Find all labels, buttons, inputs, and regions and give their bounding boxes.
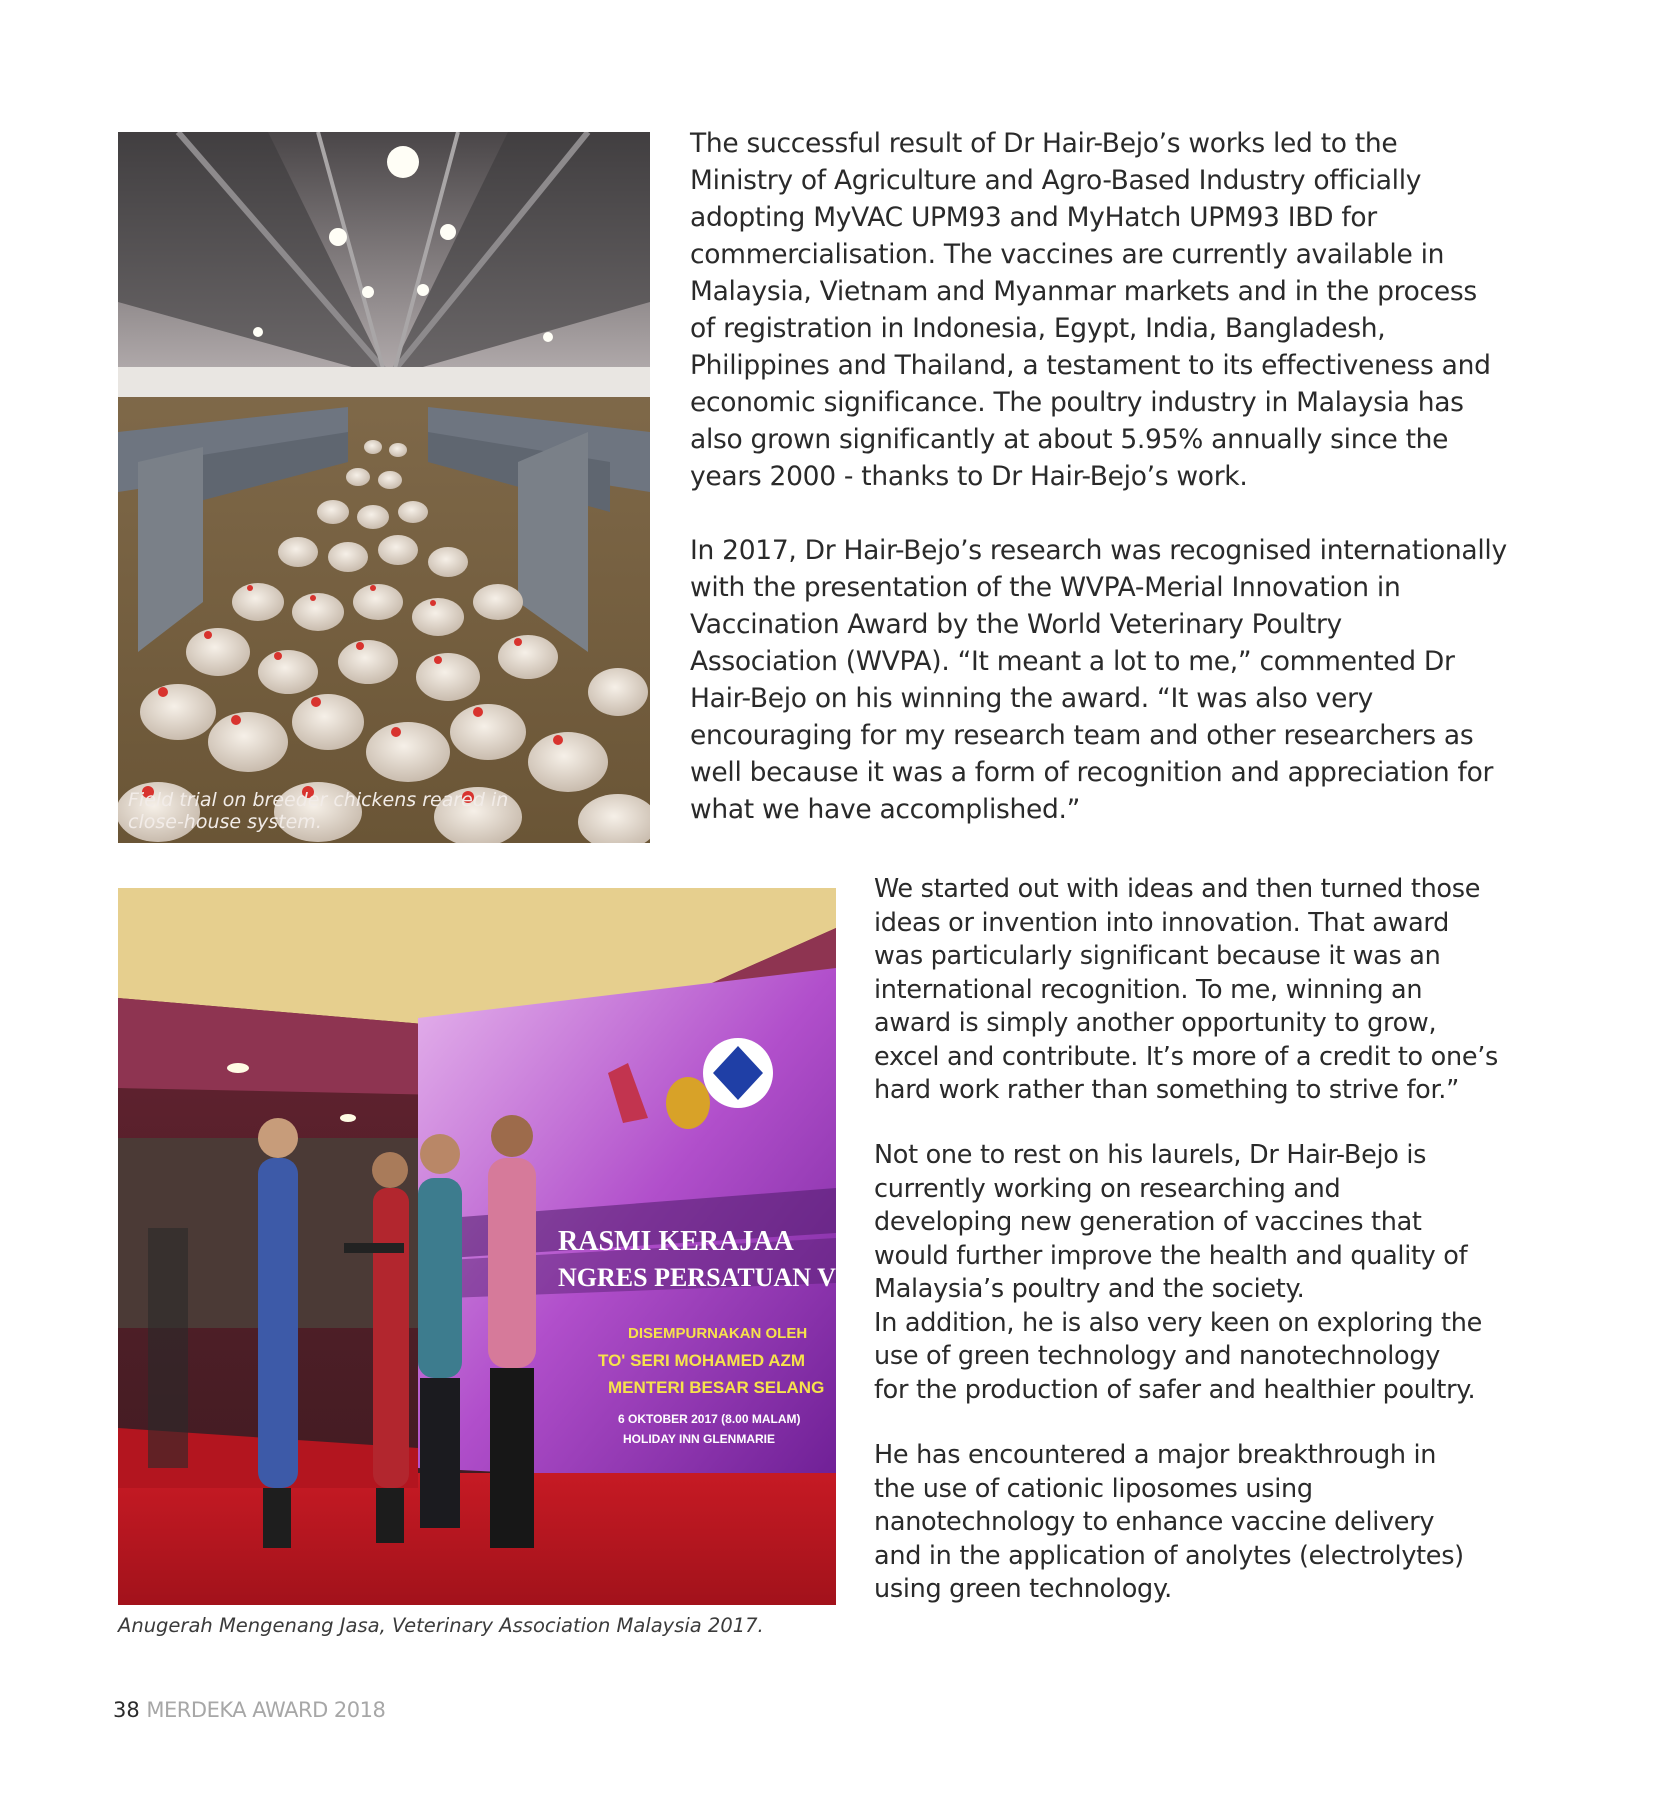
- backdrop-text-3: DISEMPURNAKAN OLEH: [628, 1325, 808, 1342]
- backdrop-text-4: TO' SERI MOHAMED AZM: [598, 1351, 806, 1370]
- award-ceremony-photo: [118, 888, 836, 1605]
- backdrop-text-6: 6 OKTOBER 2017 (8.00 MALAM): [618, 1412, 801, 1426]
- backdrop-text-7: HOLIDAY INN GLENMARIE: [623, 1432, 776, 1446]
- photo-caption: Field trial on breeder chickens reared in close-house system.: [128, 789, 509, 833]
- body-paragraph-2: In 2017, Dr Hair-Bejo’s research was recognised internationally with the presentation of the WVPA-Merial Innovation in Vaccination Award by the World Veterinary Poultry Association (WVPA). “It meant a lot to me,” commented Dr Hair-Bejo on his winning the award. “It was also very encouraging for my research team and other researchers as well because it was a form of recognition and appreciation for what we have accomplished.”: [690, 535, 1507, 825]
- body-paragraph-5: He has encountered a major breakthrough in the use of cationic liposomes using nanotechnology to enhance vaccine delivery and in the application of anolytes (electrolytes) using green technology.: [874, 1440, 1464, 1604]
- photo-caption: Anugerah Mengenang Jasa, Veterinary Association Malaysia 2017.: [118, 1614, 764, 1637]
- backdrop-text-2: NGRES PERSATUAN V: [558, 1263, 836, 1292]
- poultry-house-illustration: [118, 132, 650, 843]
- backdrop-text-1: RASMI KERAJAA: [558, 1226, 794, 1257]
- backdrop-text-5: MENTERI BESAR SELANG: [608, 1378, 825, 1397]
- body-paragraph-3: We started out with ideas and then turned those ideas or invention into innovation. That award was particularly significant because it was an international recognition. To me, winning an award is simply another opportunity to grow, excel and contribute. It’s more of a credit to one’s hard work rather than something to strive for.”: [874, 874, 1499, 1105]
- page-number: 38: [113, 1698, 140, 1722]
- award-ceremony-illustration: [118, 888, 836, 1605]
- publication-title: MERDEKA AWARD 2018: [146, 1698, 386, 1722]
- page-footer: [113, 1698, 385, 1722]
- body-paragraph-1: The successful result of Dr Hair-Bejo’s works led to the Ministry of Agriculture and Agro-Based Industry officially adopting MyVAC UPM93 and MyHatch UPM93 IBD for commercialisation. The vaccines are currently available in Malaysia, Vietnam and Myanmar markets and in the process of registration in Indonesia, Egypt, India, Bangladesh, Philippines and Thailand, a testament to its effectiveness and economic significance. The poultry industry in Malaysia has also grown significantly at about 5.95% annually since the years 2000 - thanks to Dr Hair-Bejo’s work.: [690, 128, 1491, 492]
- state-crest-icon: [666, 1077, 710, 1129]
- body-paragraph-4: Not one to rest on his laurels, Dr Hair-Bejo is currently working on researching and developing new generation of vaccines that would further improve the health and quality of Malaysia’s poultry and the society. In addition, he is also very keen on exploring the use of green technology and nanotechnology for the production of safer and healthier poultry.: [874, 1140, 1482, 1405]
- poultry-house-photo: [118, 132, 650, 843]
